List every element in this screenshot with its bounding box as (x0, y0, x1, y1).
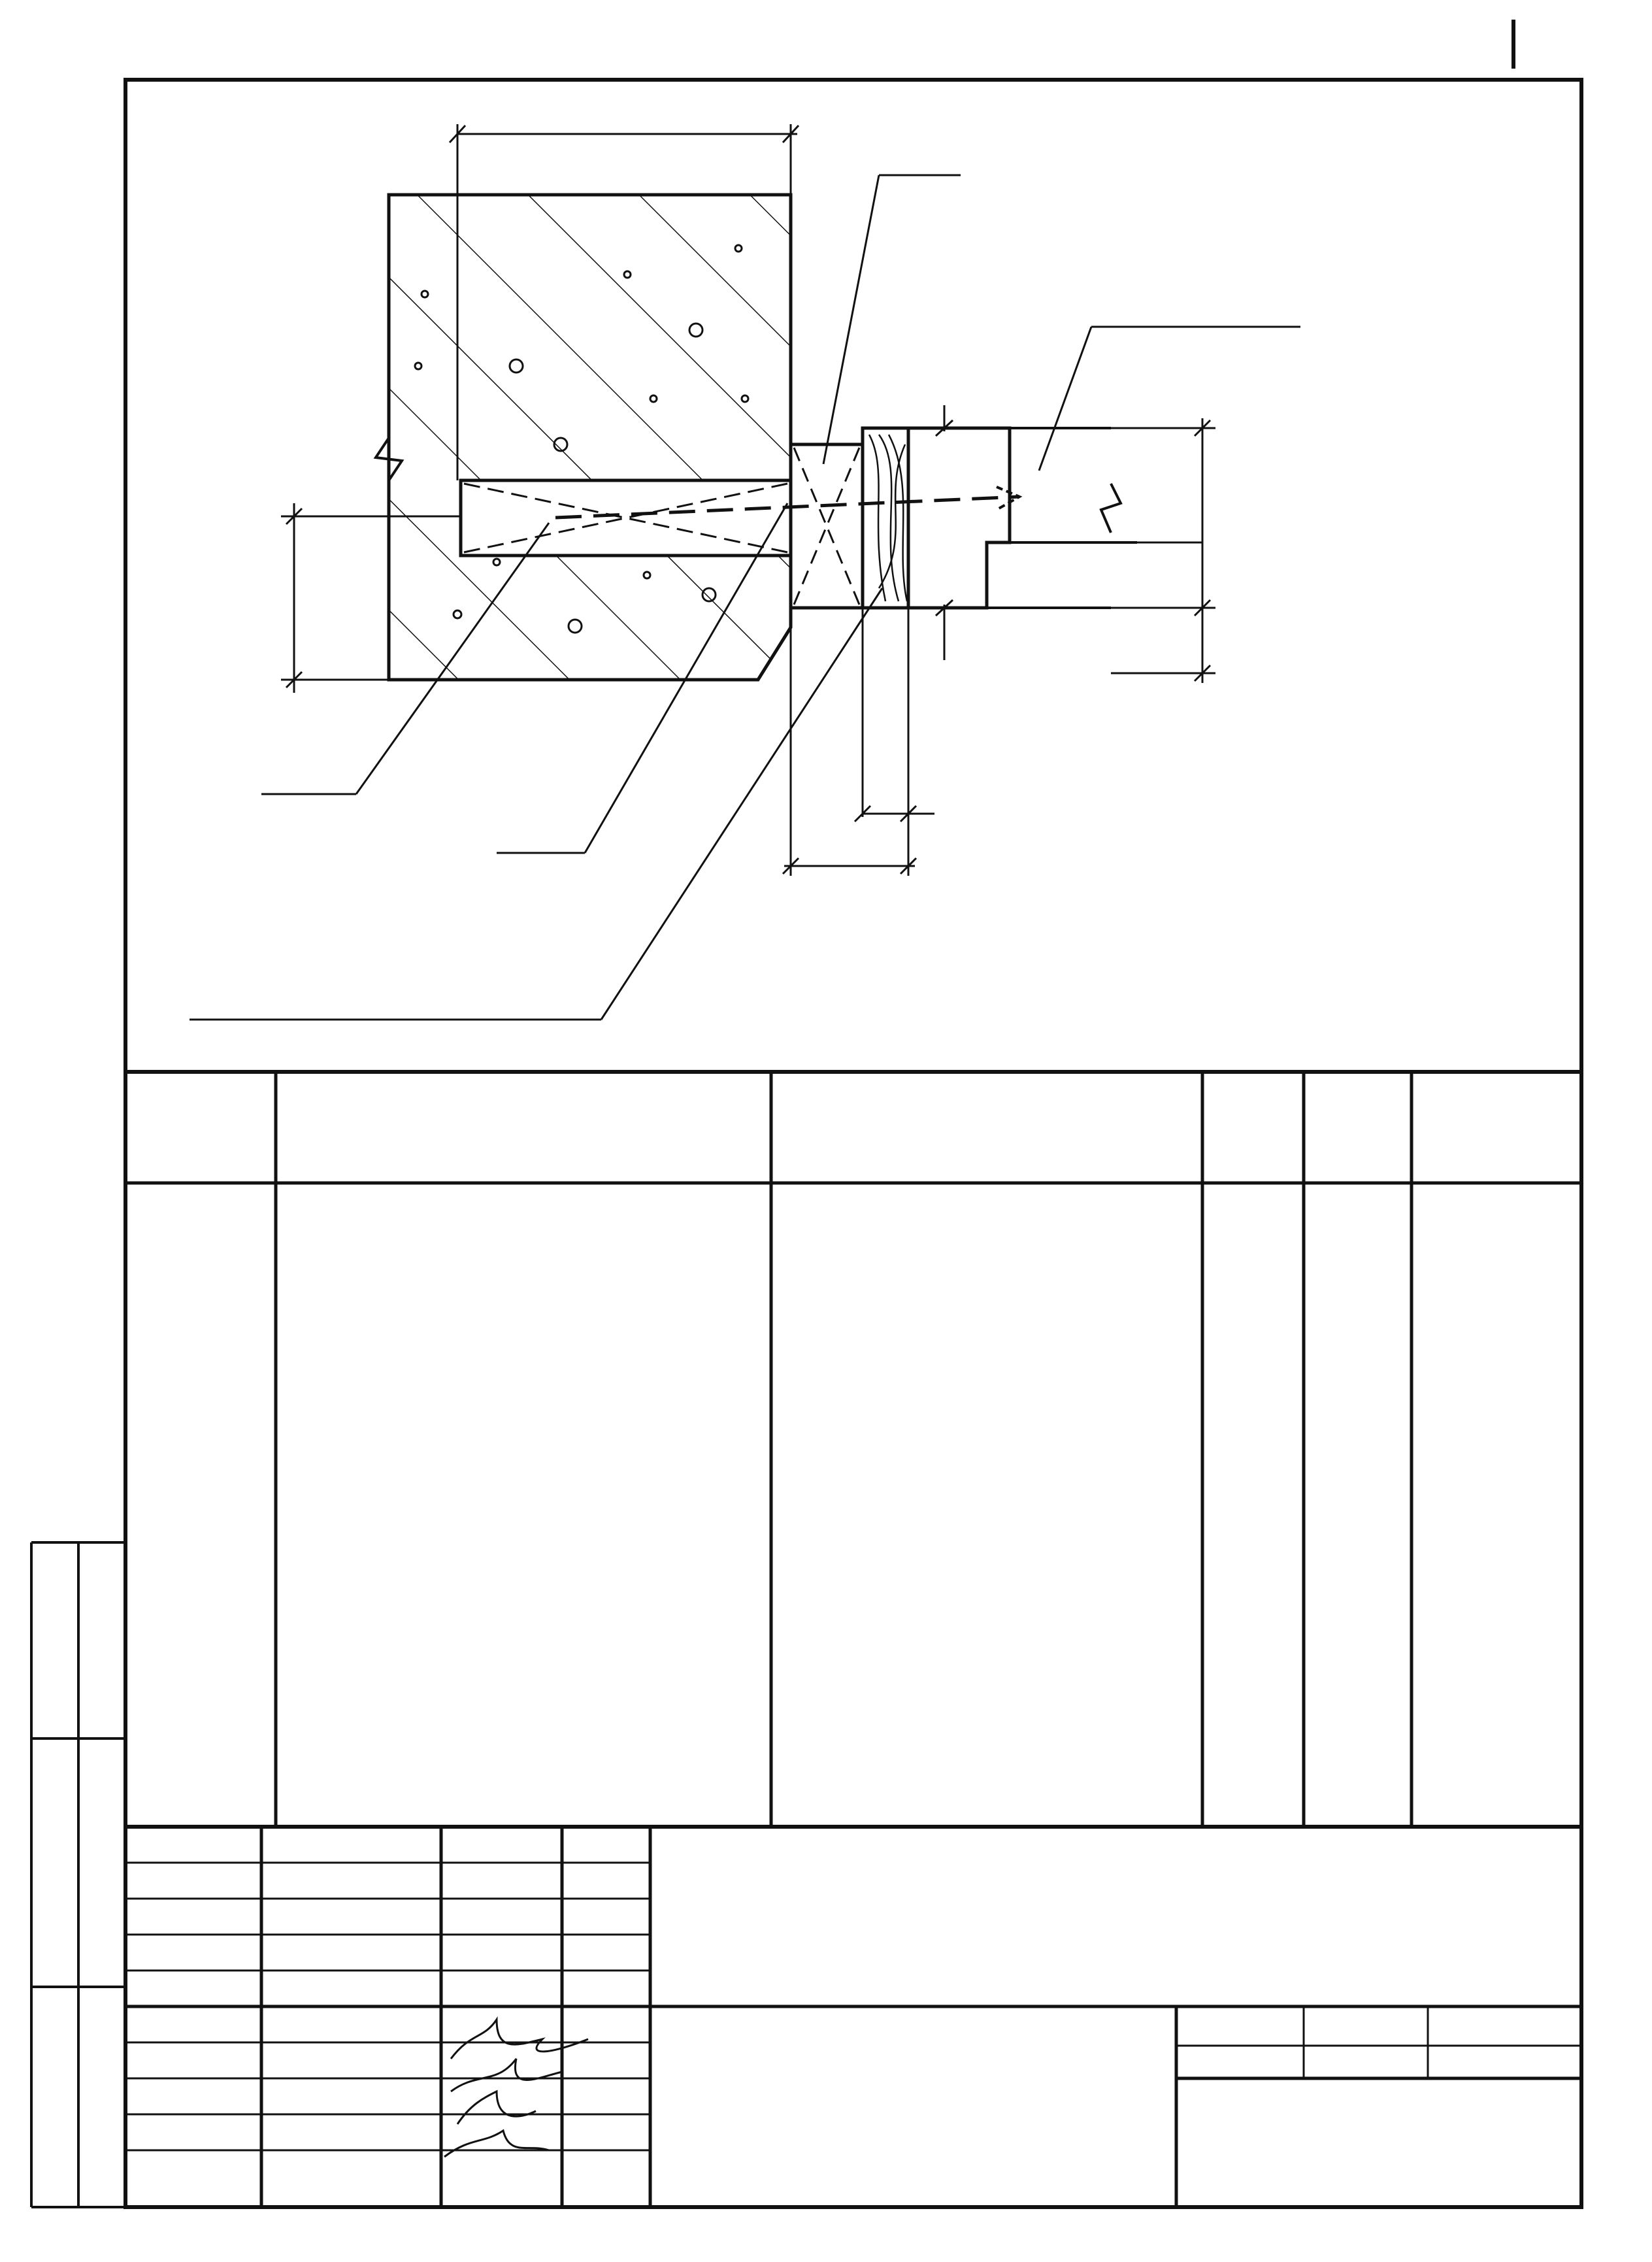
signatures (444, 2020, 595, 2157)
dim-bottom (783, 608, 934, 876)
sheet-frame (31, 20, 1581, 2207)
window-block (908, 428, 1010, 608)
dim-right (1010, 418, 1215, 683)
wooden-plug (461, 480, 791, 556)
wooden-gasket (791, 444, 863, 608)
node-drawing (190, 124, 1300, 1020)
break-mark-right (1101, 484, 1121, 533)
concrete-wall-section (389, 195, 791, 680)
spec-table-grid (125, 1072, 1581, 1827)
title-block-grid (125, 1827, 1581, 2207)
